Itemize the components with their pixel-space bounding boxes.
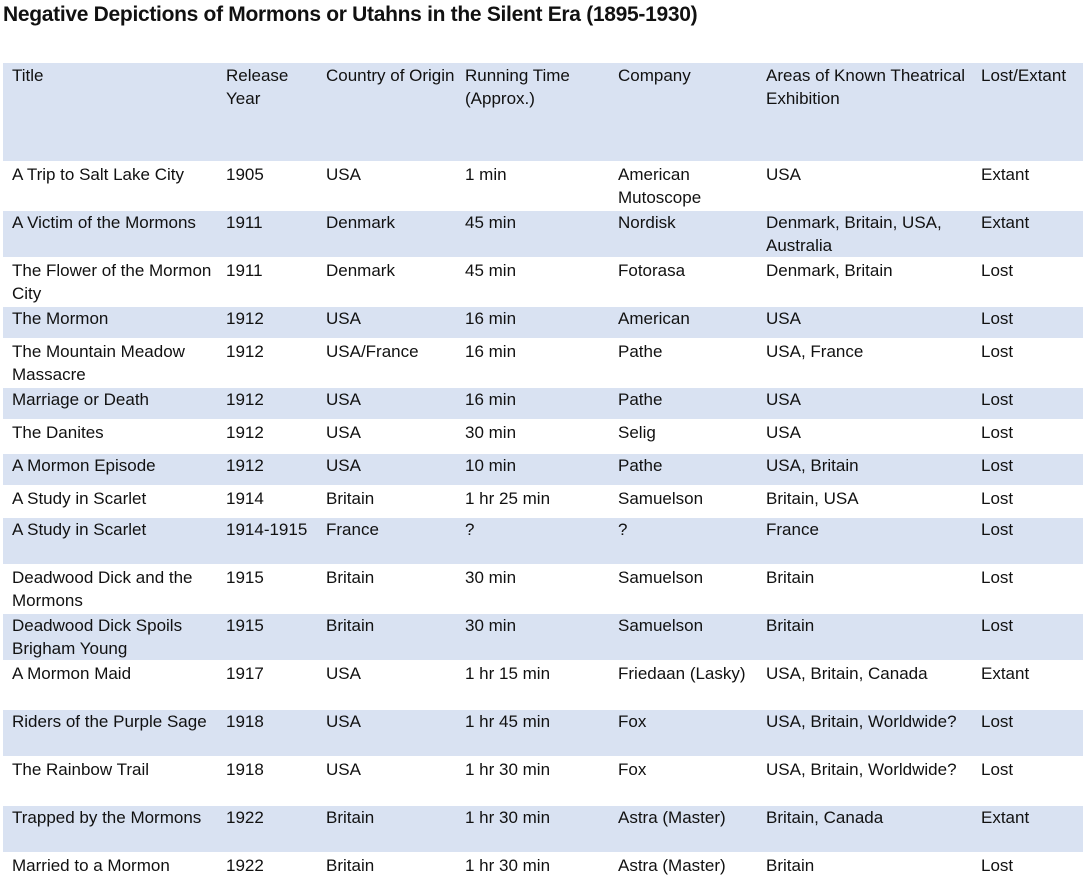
cell-running-time: 10 min [456, 454, 609, 487]
cell-company: Pathe [609, 340, 757, 388]
table-row [3, 259, 1083, 307]
cell-running-time: 30 min [456, 566, 609, 614]
cell-lost-extant: Lost [972, 307, 1083, 340]
cell-exhibition-areas: USA [757, 163, 972, 211]
cell-title: The Rainbow Trail [3, 758, 217, 806]
cell-release-year: 1922 [217, 854, 317, 881]
cell-exhibition-areas: Britain [757, 614, 972, 662]
cell-company: ? [609, 518, 757, 566]
cell-exhibition-areas: Denmark, Britain, USA, Australia [757, 211, 972, 259]
table-row [3, 211, 1083, 259]
cell-title: Marriage or Death [3, 388, 217, 421]
cell-country: Britain [317, 614, 456, 662]
table-row [3, 806, 1083, 854]
cell-title: Trapped by the Mormons [3, 806, 217, 854]
table-row [3, 614, 1083, 662]
films-table [3, 63, 1083, 881]
cell-company: Astra (Master) [609, 854, 757, 881]
cell-exhibition-areas: Britain, Canada [757, 806, 972, 854]
cell-company: Astra (Master) [609, 806, 757, 854]
table-row [3, 388, 1083, 421]
cell-lost-extant: Lost [972, 340, 1083, 388]
cell-country: Britain [317, 854, 456, 881]
table-row [3, 487, 1083, 518]
cell-running-time: 1 hr 15 min [456, 662, 609, 710]
cell-lost-extant: Lost [972, 388, 1083, 421]
cell-exhibition-areas: USA [757, 421, 972, 454]
cell-country: Britain [317, 487, 456, 518]
cell-release-year: 1914 [217, 487, 317, 518]
cell-title: Deadwood Dick and the Mormons [3, 566, 217, 614]
cell-title: Riders of the Purple Sage [3, 710, 217, 758]
cell-release-year: 1915 [217, 566, 317, 614]
cell-country: Britain [317, 566, 456, 614]
header-country-of-origin: Country of Origin [317, 63, 456, 163]
cell-title: A Trip to Salt Lake City [3, 163, 217, 211]
cell-lost-extant: Lost [972, 758, 1083, 806]
cell-release-year: 1918 [217, 710, 317, 758]
cell-exhibition-areas: USA [757, 388, 972, 421]
header-lost-extant: Lost/Extant [972, 63, 1083, 163]
cell-running-time: ? [456, 518, 609, 566]
cell-country: USA [317, 710, 456, 758]
page-title: Negative Depictions of Mormons or Utahns in the Silent Era (1895-1930) [3, 3, 698, 26]
cell-company: American Mutoscope [609, 163, 757, 211]
cell-company: Samuelson [609, 614, 757, 662]
header-running-time: Running Time (Approx.) [456, 63, 609, 163]
cell-country: USA [317, 454, 456, 487]
cell-title: The Mormon [3, 307, 217, 340]
cell-exhibition-areas: USA [757, 307, 972, 340]
cell-company: Friedaan (Lasky) [609, 662, 757, 710]
cell-running-time: 45 min [456, 259, 609, 307]
cell-country: France [317, 518, 456, 566]
cell-lost-extant: Lost [972, 710, 1083, 758]
cell-exhibition-areas: USA, Britain, Canada [757, 662, 972, 710]
cell-running-time: 1 hr 45 min [456, 710, 609, 758]
cell-title: Married to a Mormon [3, 854, 217, 881]
table-row [3, 307, 1083, 340]
table-row [3, 710, 1083, 758]
cell-company: Pathe [609, 454, 757, 487]
cell-running-time: 1 hr 25 min [456, 487, 609, 518]
cell-country: USA [317, 421, 456, 454]
table-row [3, 454, 1083, 487]
header-exhibition-areas: Areas of Known Theatrical Exhibition [757, 63, 972, 163]
table-row [3, 854, 1083, 881]
cell-exhibition-areas: USA, Britain, Worldwide? [757, 710, 972, 758]
cell-running-time: 16 min [456, 340, 609, 388]
cell-release-year: 1911 [217, 259, 317, 307]
cell-company: Selig [609, 421, 757, 454]
cell-release-year: 1905 [217, 163, 317, 211]
cell-company: Fox [609, 710, 757, 758]
cell-exhibition-areas: USA, France [757, 340, 972, 388]
cell-lost-extant: Lost [972, 518, 1083, 566]
cell-company: American [609, 307, 757, 340]
cell-country: USA/France [317, 340, 456, 388]
cell-running-time: 30 min [456, 421, 609, 454]
cell-running-time: 1 hr 30 min [456, 854, 609, 881]
cell-company: Fox [609, 758, 757, 806]
cell-country: Denmark [317, 259, 456, 307]
table-row [3, 518, 1083, 566]
cell-title: A Mormon Maid [3, 662, 217, 710]
cell-title: A Victim of the Mormons [3, 211, 217, 259]
cell-exhibition-areas: France [757, 518, 972, 566]
cell-country: USA [317, 388, 456, 421]
cell-lost-extant: Lost [972, 454, 1083, 487]
cell-country: USA [317, 163, 456, 211]
cell-lost-extant: Lost [972, 421, 1083, 454]
cell-running-time: 16 min [456, 307, 609, 340]
cell-lost-extant: Lost [972, 487, 1083, 518]
cell-lost-extant: Extant [972, 662, 1083, 710]
cell-release-year: 1912 [217, 388, 317, 421]
cell-title: A Study in Scarlet [3, 518, 217, 566]
cell-country: USA [317, 758, 456, 806]
table-body [3, 163, 1083, 881]
cell-title: The Flower of the Mormon City [3, 259, 217, 307]
cell-country: USA [317, 662, 456, 710]
cell-lost-extant: Lost [972, 614, 1083, 662]
cell-release-year: 1918 [217, 758, 317, 806]
cell-release-year: 1914-1915 [217, 518, 317, 566]
cell-lost-extant: Lost [972, 566, 1083, 614]
cell-company: Nordisk [609, 211, 757, 259]
cell-release-year: 1917 [217, 662, 317, 710]
cell-company: Samuelson [609, 487, 757, 518]
cell-lost-extant: Extant [972, 163, 1083, 211]
cell-lost-extant: Lost [972, 854, 1083, 881]
cell-title: A Mormon Episode [3, 454, 217, 487]
cell-exhibition-areas: Britain [757, 566, 972, 614]
table-row [3, 163, 1083, 211]
cell-lost-extant: Extant [972, 806, 1083, 854]
cell-running-time: 45 min [456, 211, 609, 259]
cell-exhibition-areas: USA, Britain, Worldwide? [757, 758, 972, 806]
header-release-year: Release Year [217, 63, 317, 163]
cell-exhibition-areas: Denmark, Britain [757, 259, 972, 307]
cell-running-time: 1 min [456, 163, 609, 211]
table-row [3, 758, 1083, 806]
cell-country: Denmark [317, 211, 456, 259]
header-company: Company [609, 63, 757, 163]
cell-release-year: 1912 [217, 307, 317, 340]
cell-country: Britain [317, 806, 456, 854]
cell-title: The Danites [3, 421, 217, 454]
table-row [3, 340, 1083, 388]
cell-company: Pathe [609, 388, 757, 421]
table-row [3, 566, 1083, 614]
cell-running-time: 30 min [456, 614, 609, 662]
cell-release-year: 1915 [217, 614, 317, 662]
cell-release-year: 1912 [217, 454, 317, 487]
header-title: Title [3, 63, 217, 163]
cell-running-time: 16 min [456, 388, 609, 421]
cell-company: Fotorasa [609, 259, 757, 307]
cell-title: Deadwood Dick Spoils Brigham Young [3, 614, 217, 662]
cell-title: A Study in Scarlet [3, 487, 217, 518]
cell-lost-extant: Extant [972, 211, 1083, 259]
cell-running-time: 1 hr 30 min [456, 806, 609, 854]
table-row [3, 662, 1083, 710]
table-header-row [3, 63, 1083, 163]
cell-country: USA [317, 307, 456, 340]
cell-release-year: 1912 [217, 421, 317, 454]
cell-exhibition-areas: Britain, USA [757, 487, 972, 518]
cell-running-time: 1 hr 30 min [456, 758, 609, 806]
table-row [3, 421, 1083, 454]
cell-release-year: 1912 [217, 340, 317, 388]
cell-title: The Mountain Meadow Massacre [3, 340, 217, 388]
cell-company: Samuelson [609, 566, 757, 614]
cell-release-year: 1922 [217, 806, 317, 854]
cell-exhibition-areas: USA, Britain [757, 454, 972, 487]
cell-release-year: 1911 [217, 211, 317, 259]
cell-lost-extant: Lost [972, 259, 1083, 307]
cell-exhibition-areas: Britain [757, 854, 972, 881]
